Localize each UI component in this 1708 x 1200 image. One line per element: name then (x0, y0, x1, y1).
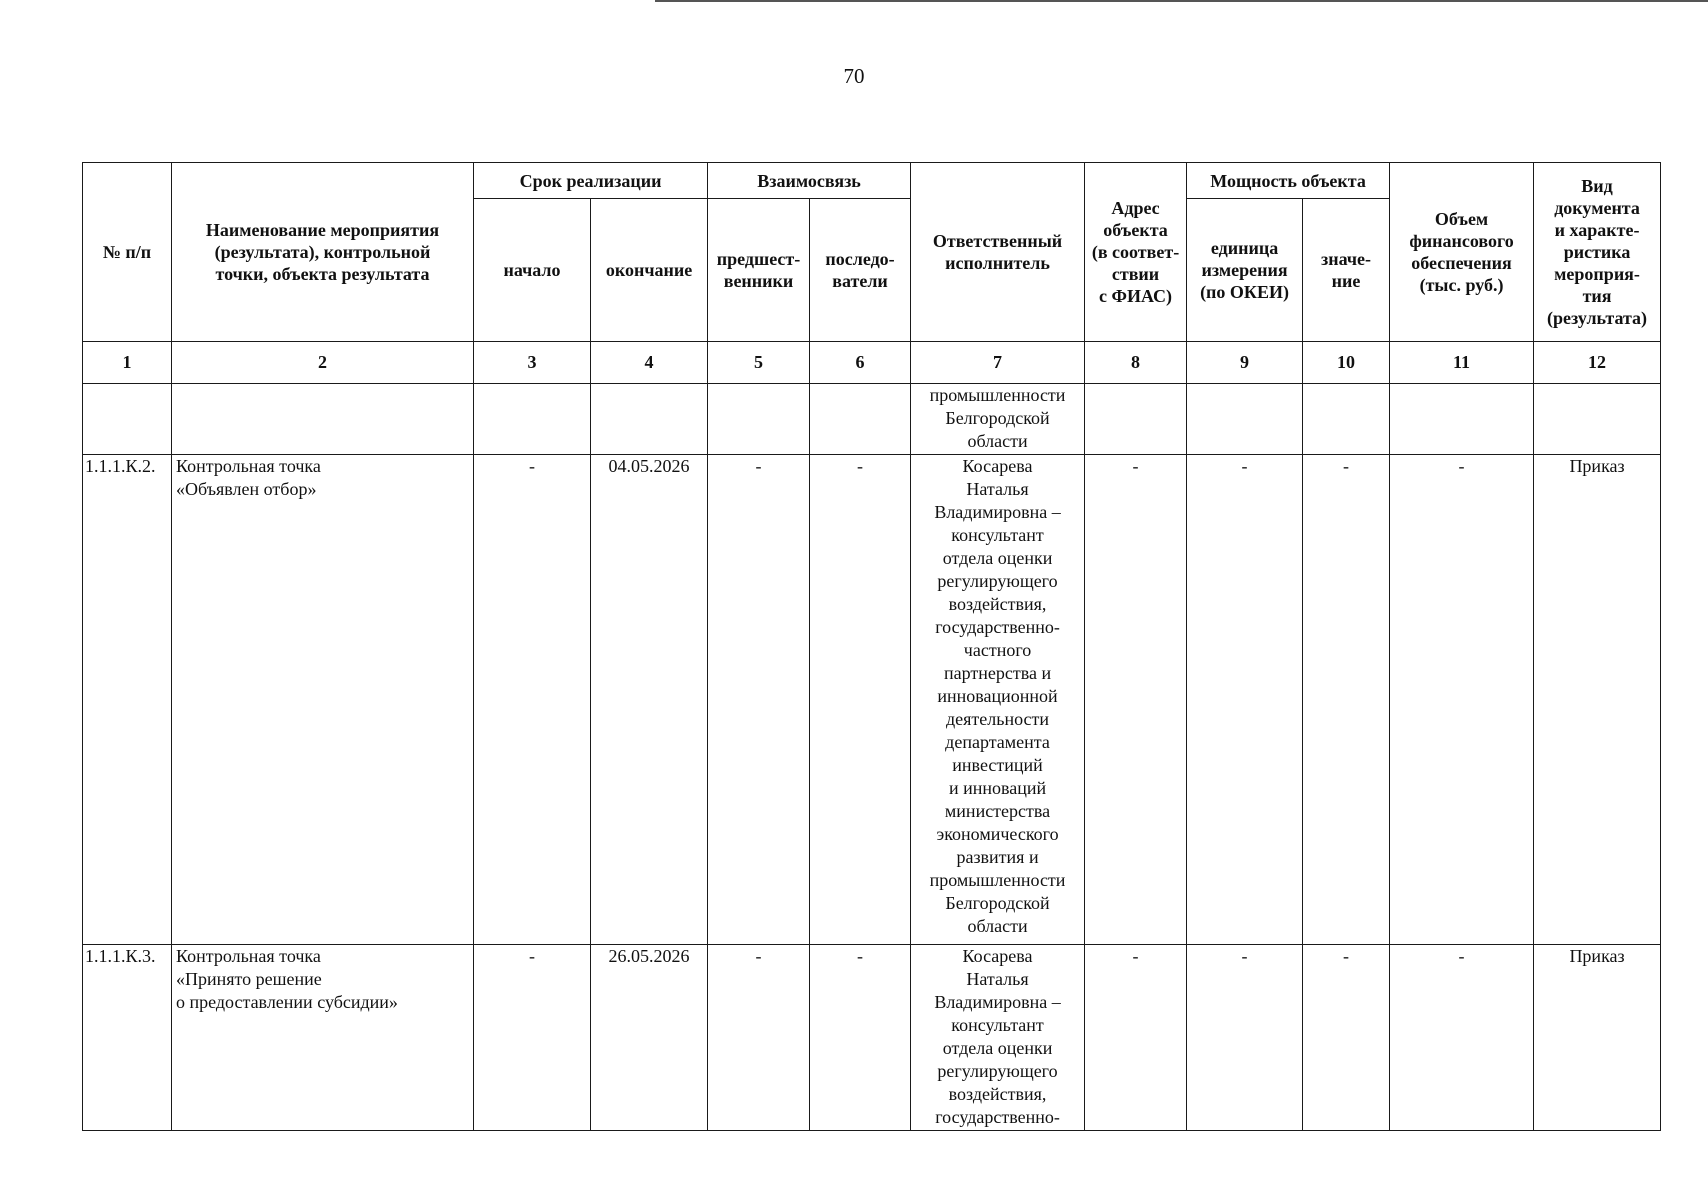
header-group-vzaimosvyaz: Взаимосвязь (708, 163, 911, 199)
column-number: 8 (1085, 342, 1187, 384)
header-start: начало (474, 199, 591, 342)
header-number: № п/п (83, 163, 172, 342)
row-end: 26.05.2026 (591, 945, 708, 1131)
row-end: 04.05.2026 (591, 455, 708, 945)
row-responsible: промышленности Белгородской области (911, 384, 1085, 455)
table-row (83, 384, 1661, 455)
header-document: Вид документа и характе- ристика мероприя- тия (результата) (1534, 163, 1661, 342)
header-group-moshchnost: Мощность объекта (1187, 163, 1390, 199)
row-successors: - (810, 455, 911, 945)
column-number: 1 (83, 342, 172, 384)
header-successors: последо- ватели (810, 199, 911, 342)
row-start (474, 384, 591, 455)
row-number: 1.1.1.К.3. (83, 945, 172, 1131)
column-number: 7 (911, 342, 1085, 384)
row-value: - (1303, 945, 1390, 1131)
column-number: 9 (1187, 342, 1303, 384)
row-responsible: Косарева Наталья Владимировна – консультант отдела оценки регулирующего воздействия, государственно- (911, 945, 1085, 1131)
column-number: 5 (708, 342, 810, 384)
row-value: - (1303, 455, 1390, 945)
column-number: 6 (810, 342, 911, 384)
row-name (172, 384, 474, 455)
row-name: Контрольная точка «Объявлен отбор» (172, 455, 474, 945)
row-predecessors (708, 384, 810, 455)
header-name: Наименование мероприятия (результата), контрольной точки, объекта результата (172, 163, 474, 342)
row-predecessors: - (708, 455, 810, 945)
column-number: 10 (1303, 342, 1390, 384)
row-finance (1390, 384, 1534, 455)
row-number (83, 384, 172, 455)
row-predecessors: - (708, 945, 810, 1131)
row-address: - (1085, 945, 1187, 1131)
row-address: - (1085, 455, 1187, 945)
row-successors: - (810, 945, 911, 1131)
row-responsible: Косарева Наталья Владимировна – консультант отдела оценки регулирующего воздействия, государственно- частного партнерства и инновационной деятельности департамента инвестиций и инноваций министерства экономического развития и промышленности Белгородской области (911, 455, 1085, 945)
row-number: 1.1.1.К.2. (83, 455, 172, 945)
column-number: 2 (172, 342, 474, 384)
column-number: 3 (474, 342, 591, 384)
row-unit: - (1187, 945, 1303, 1131)
top-edge-line (655, 0, 1708, 2)
row-value (1303, 384, 1390, 455)
row-address (1085, 384, 1187, 455)
row-start: - (474, 945, 591, 1131)
header-predecessors: предшест- венники (708, 199, 810, 342)
column-number: 12 (1534, 342, 1661, 384)
table-row (83, 945, 1661, 1131)
row-finance: - (1390, 945, 1534, 1131)
column-number: 11 (1390, 342, 1534, 384)
table-row (83, 455, 1661, 945)
row-finance: - (1390, 455, 1534, 945)
row-unit: - (1187, 455, 1303, 945)
header-group-srok: Срок реализации (474, 163, 708, 199)
row-unit (1187, 384, 1303, 455)
row-document (1534, 384, 1661, 455)
page-number: 70 (843, 64, 865, 88)
row-document: Приказ (1534, 455, 1661, 945)
column-number: 4 (591, 342, 708, 384)
header-unit: единица измерения (по ОКЕИ) (1187, 199, 1303, 342)
row-end (591, 384, 708, 455)
schedule-table (82, 162, 1661, 1131)
row-start: - (474, 455, 591, 945)
header-finance: Объем финансового обеспечения (тыс. руб.) (1390, 163, 1534, 342)
header-end: окончание (591, 199, 708, 342)
header-value: значе- ние (1303, 199, 1390, 342)
header-address: Адрес объекта (в соответ- ствии с ФИАС) (1085, 163, 1187, 342)
row-name: Контрольная точка «Принято решение о предоставлении субсидии» (172, 945, 474, 1131)
header-responsible: Ответственный исполнитель (911, 163, 1085, 342)
row-document: Приказ (1534, 945, 1661, 1131)
row-successors (810, 384, 911, 455)
